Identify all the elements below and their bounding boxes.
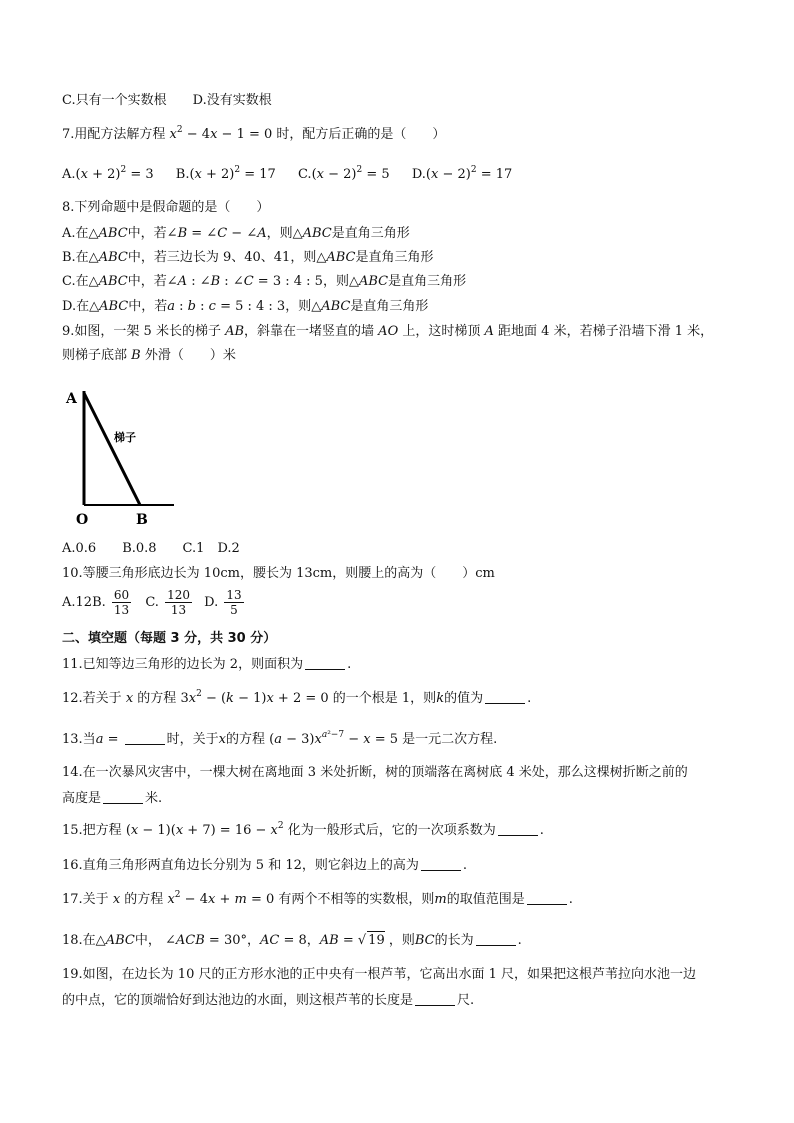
q8-option-c: C.在△ABC中，若∠A : ∠B : ∠C = 3 : 4 : 5，则△ABC是直角三角形 <box>62 274 467 289</box>
ladder-figure <box>62 383 202 533</box>
q6-options-cd <box>62 92 272 110</box>
q6-options-text: C.只有一个实数根 D.没有实数根 <box>62 93 272 108</box>
q9-stem-line2: 则梯子底部 B 外滑（ ）米 <box>62 348 236 363</box>
answer-blank <box>476 933 516 946</box>
label-o: O <box>76 512 89 528</box>
q12: 12.若关于 x 的方程 $3x^2 - (k - 1)x + 2 = 0$ 的一个根是 1，则k的值为 . <box>62 689 532 706</box>
answer-blank <box>527 892 567 905</box>
q10-frac-d: $\frac{13}{5}$ <box>226 588 242 617</box>
label-b: B <box>136 512 148 528</box>
q9-options: A.0.6 B.0.8 C.1 D.2 <box>62 541 240 556</box>
q7-suffix: 时，配方后正确的是（ ） <box>276 127 446 142</box>
answer-blank <box>485 691 525 704</box>
q11: 11.已知等边三角形的边长为 2，则面积为 . <box>62 657 352 672</box>
q8-option-b: B.在△ABC中，若三边长为 9、40、41，则△ABC是直角三角形 <box>62 250 434 265</box>
q14-line1: 14.在一次暴风灾害中，一棵大树在离地面 3 米处折断，树的顶端落在离树底 4 米处，那么这棵树折断之前的 <box>62 765 688 780</box>
q7-option-a: $A.(x + 2)^2 = 3$ <box>62 165 154 182</box>
q7-option-d: $D.(x - 2)^2 = 17$ <box>411 165 513 182</box>
answer-blank <box>498 823 538 836</box>
answer-blank <box>415 993 455 1006</box>
q14-line2: 高度是 米. <box>62 791 163 806</box>
q13: 13.当a = 时，关于x的方程 $(a - 3)x^{a^2-7} - x = 5$ 是一元二次方程. <box>62 730 498 747</box>
q7-option-c: $C.(x - 2)^2 = 5$ <box>297 165 390 182</box>
q19-line1: 19.如图，在边长为 10 尺的正方形水池的正中央有一根芦苇，它高出水面 1 尺，如果把这根芦苇拉向水池一边 <box>62 967 697 982</box>
label-ladder: 梯子 <box>114 431 136 444</box>
q8-stem: 8.下列命题中是假命题的是（ ） <box>62 200 270 215</box>
ladder-line <box>84 393 140 505</box>
ladder-diagram <box>62 383 202 533</box>
answer-blank <box>305 657 345 670</box>
q10-options: A.12B. $\frac{60}{13}$ C. $\frac{120}{13}$ D. $\frac{13}{5}$ <box>62 588 242 617</box>
answer-blank <box>103 791 143 804</box>
section-fill-in-title: 二、填空题（每题 3 分，共 30 分） <box>62 631 277 646</box>
q10-frac-c: $\frac{120}{13}$ <box>167 588 190 617</box>
q17: 17.关于 x 的方程 $x^2 - 4x + m = 0$ 有两个不相等的实数根，则m的取值范围是 . <box>62 890 573 907</box>
answer-blank <box>125 732 165 745</box>
q15: 15.把方程 $(x - 1)(x + 7) = 16 - x^2$ 化为一般形式后，它的一次项系数为 . <box>62 821 544 838</box>
answer-blank <box>421 858 461 871</box>
q18: 18.在△ABC中， ∠ACB = 30°，AC = 8，AB = √ 19 ，则BC的长为 . <box>62 933 522 948</box>
q7-stem: 7.用配方法解方程 $x^2 - 4x - 1 = 0$ 时，配方后正确的是（ ） <box>62 125 446 142</box>
q10-stem: 10.等腰三角形底边长为 10cm，腰长为 13cm，则腰上的高为（ ）cm <box>62 566 495 581</box>
q7-option-b: $B.(x + 2)^2 = 17$ <box>175 165 276 182</box>
q8-option-d: D.在△ABC中，若a : b : c = 5 : 4 : 3，则△ABC是直角三角形 <box>62 299 429 314</box>
q16: 16.直角三角形两直角边长分别为 5 和 12，则它斜边上的高为 . <box>62 858 468 873</box>
q7-prefix: 7.用配方法解方程 <box>62 127 166 142</box>
q19-line2: 的中点，它的顶端恰好到达池边的水面，则这根芦苇的长度是 尺. <box>62 993 475 1008</box>
q10-frac-b: $\frac{60}{13}$ <box>113 588 130 617</box>
q8-option-a: A.在△ABC中，若∠B = ∠C − ∠A，则△ABC是直角三角形 <box>62 226 410 241</box>
q7-options <box>62 166 530 184</box>
label-a: A <box>66 391 77 407</box>
q9-stem-line1: 9.如图，一架 5 米长的梯子 AB，斜靠在一堵竖直的墙 AO 上，这时梯顶 A 距地面 4 米，若梯子沿墙下滑 1 米， <box>62 324 714 339</box>
